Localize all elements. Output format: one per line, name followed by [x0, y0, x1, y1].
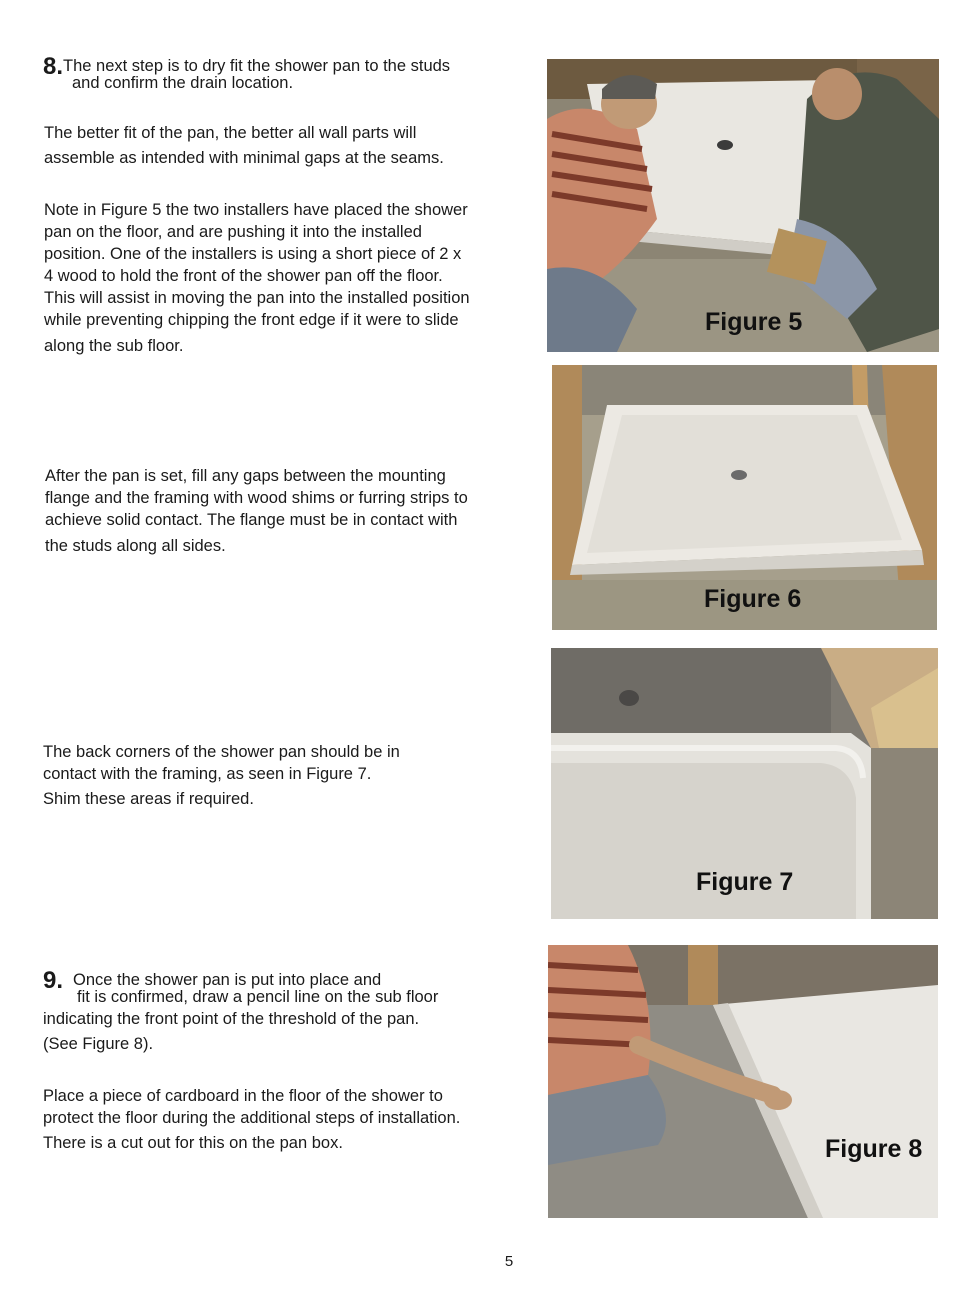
step-9-line4: (See Figure 8). [43, 1035, 154, 1053]
para3-line: achieve solid contact. The flange must be in contact with [45, 511, 458, 529]
step-9-line1: Once the shower pan is put into place and [73, 971, 382, 989]
step9-para2-line: Place a piece of cardboard in the floor of the shower to [43, 1087, 443, 1105]
step-9-line3: indicating the front point of the threshold of the pan. [43, 1010, 420, 1028]
para1-line: The better fit of the pan, the better all wall parts will [44, 124, 417, 142]
step-9-number: 9. [43, 967, 64, 994]
para2-line: Note in Figure 5 the two installers have placed the shower [44, 201, 468, 219]
step-8-para1 [44, 121, 514, 171]
figure-8-illustration [548, 945, 938, 1218]
para1-line: assemble as intended with minimal gaps at the seams. [44, 149, 444, 167]
figure-6-caption: Figure 6 [704, 585, 802, 613]
para4-line: The back corners of the shower pan should be in [43, 743, 400, 761]
para2-line: along the sub floor. [44, 337, 184, 355]
step-9-para2 [43, 1085, 523, 1154]
step9-para2-line: protect the floor during the additional steps of installation. [43, 1109, 461, 1127]
para2-line: while preventing chipping the front edge if it were to slide [44, 311, 459, 329]
para3-line: the studs along all sides. [45, 537, 226, 555]
figure-8-photo [548, 945, 938, 1218]
page-number: 5 [504, 1253, 514, 1270]
figure-7-photo [551, 648, 938, 919]
figure-6-photo [552, 365, 937, 630]
step-8-line2: and confirm the drain location. [72, 74, 294, 92]
step-9-intro [43, 967, 523, 1055]
step-8-para4 [43, 741, 523, 810]
para2-line: 4 wood to hold the front of the shower pan off the floor. [44, 267, 443, 285]
para3-line: flange and the framing with wood shims or furring strips to [45, 489, 468, 507]
figure-5-caption: Figure 5 [705, 308, 803, 336]
step-8-line1: The next step is to dry fit the shower pan to the studs [63, 57, 451, 75]
para3-line: After the pan is set, fill any gaps between the mounting [45, 467, 446, 485]
para4-line: contact with the framing, as seen in Figure 7. [43, 765, 372, 783]
figure-8-caption: Figure 8 [825, 1135, 923, 1163]
step-9-line2: fit is confirmed, draw a pencil line on the sub floor [77, 988, 439, 1006]
step-8-para3 [45, 465, 525, 557]
para2-line: This will assist in moving the pan into the installed position [44, 289, 470, 307]
figure-7-caption: Figure 7 [696, 868, 794, 896]
step-8-para2 [44, 199, 524, 357]
step-8-number: 8. [43, 53, 64, 80]
figure-5-photo [547, 59, 939, 352]
para2-line: pan on the floor, and are pushing it into the installed [44, 223, 422, 241]
para2-line: position. One of the installers is using a short piece of 2 x [44, 245, 462, 263]
para4-line: Shim these areas if required. [43, 790, 254, 808]
step-8-intro [43, 53, 513, 94]
step9-para2-line: There is a cut out for this on the pan box. [43, 1134, 343, 1152]
